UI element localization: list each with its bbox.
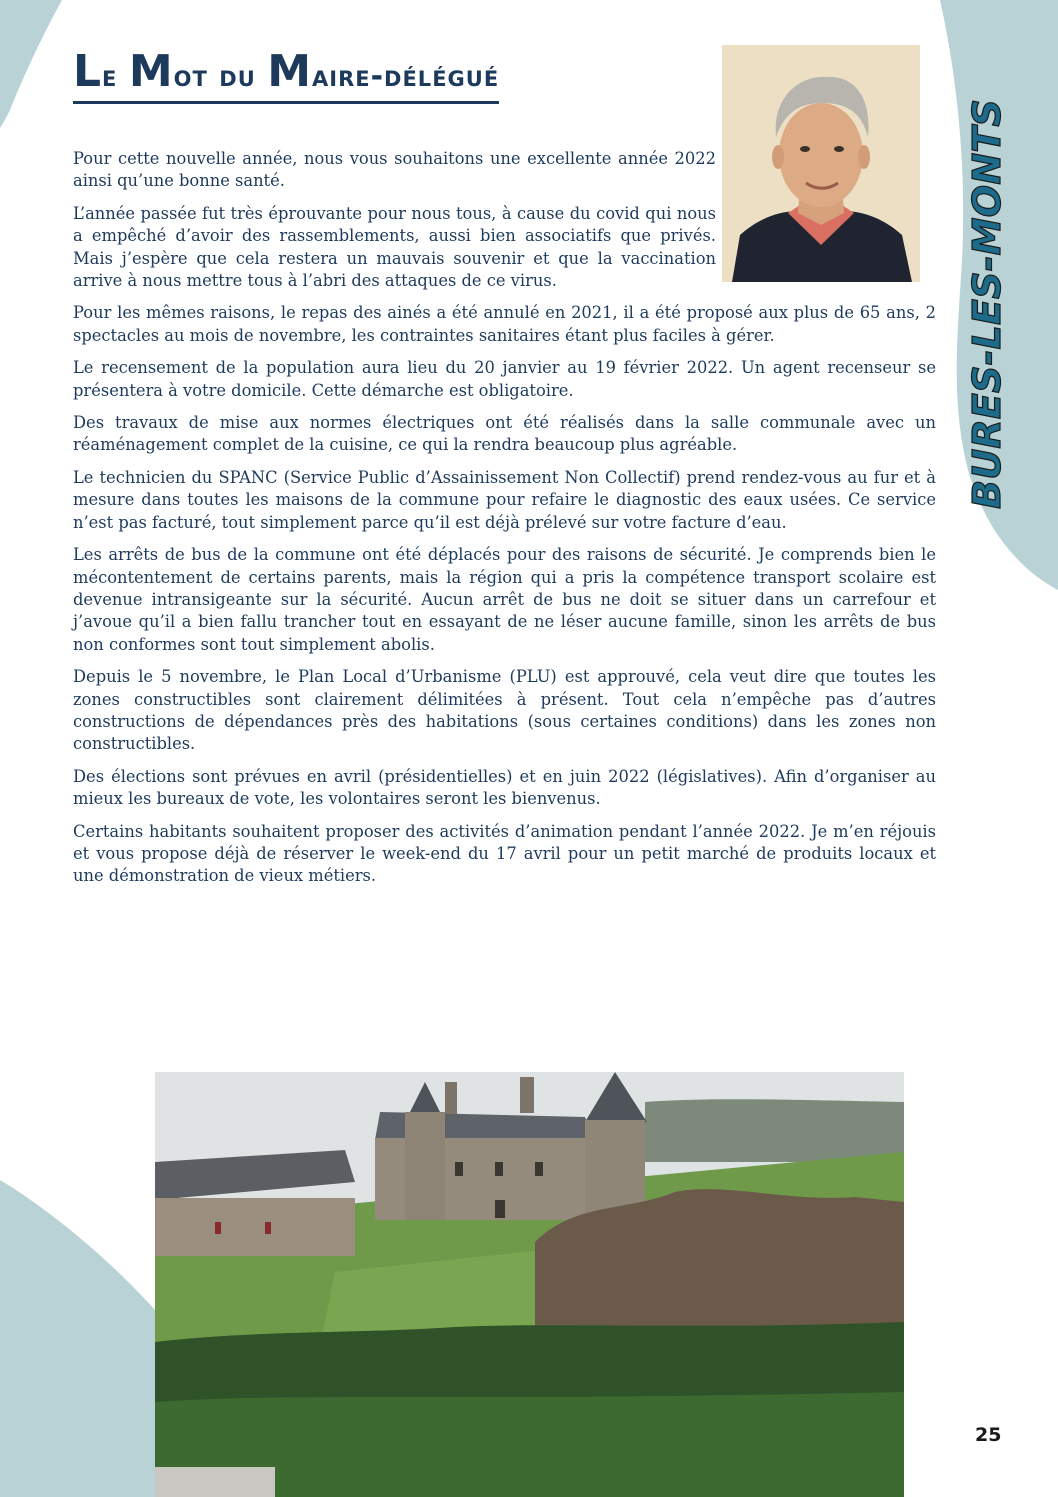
paragraph: Certains habitants souhaitent proposer des activités d’animation pendant l’année 2022. Je m’en réjouis et vous propose déjà de réserver le week-end du 17 avril pour un petit marché de produits locaux et une démonstration de vieux métiers.: [73, 821, 936, 886]
manor-photo: [155, 1072, 904, 1497]
paragraph: Des travaux de mise aux normes électriques ont été réalisés dans la salle communale avec un réaménagement complet de la cuisine, ce qui la rendra beaucoup plus agréable.: [73, 413, 936, 455]
side-label-text: BURES-LES-MONTS: [965, 102, 1009, 509]
paragraph: Des élections sont prévues en avril (présidentielles) et en juin 2022 (législatives). Afin d’organiser au mieux les bureaux de vote, les volontaires seront les bienvenus.: [73, 766, 936, 809]
page-number: 25: [975, 1424, 1002, 1446]
paragraph: L’année passée fut très éprouvante pour nous tous, à cause du covid qui nous a empêché d’avoir des rassemblements, aussi bien associatifs que privés. Mais j’espère que cela restera un mauvais souvenir et que la vaccination arrive à nous mettre tous à l’abri des attaques de ce virus.: [73, 203, 716, 291]
paragraph: Les arrêts de bus de la commune ont été déplacés pour des raisons de sécurité. Je comprends bien le mécontentement de certains parents, mais la région qui a pris la compétence transport scolaire est devenue intransigeante sur la sécurité. Aucun arrêt de bus ne doit se situer dans un carrefour et j’avoue qu’il a bien fallu trancher tout en essayant de ne léser aucune famille, sinon les arrêts de bus non conformes sont tout simplement abolis.: [73, 545, 936, 654]
paragraph: Depuis le 5 novembre, le Plan Local d’Urbanisme (PLU) est approuvé, cela veut dire que toutes les zones constructibles sont clairement délimitées à présent. Tout cela n’empêche pas d’autres constructions de dépendances près des habitations (sous certaines conditions) dans les zones non constructibles.: [73, 667, 936, 754]
paragraph: Le technicien du SPANC (Service Public d’Assainissement Non Collectif) prend rendez-vous au fur et à mesure dans toutes les maisons de la commune pour refaire le diagnostic des eaux usées. Ce service n’est pas facturé, tout simplement parce qu’il est déjà prélevé sur votre facture d’eau.: [73, 467, 936, 532]
page-title: Le Mot du Maire-délégué: [73, 50, 499, 104]
paragraph: Pour cette nouvelle année, nous vous souhaitons une excellente année 2022 ainsi qu’une bonne santé.: [73, 149, 716, 191]
commune-name-vertical: [958, 93, 1018, 513]
paragraph: Le recensement de la population aura lieu du 20 janvier au 19 février 2022. Un agent recenseur se présentera à votre domicile. Cette démarche est obligatoire.: [73, 358, 936, 400]
article-body: [73, 148, 936, 898]
paragraph: Pour les mêmes raisons, le repas des ainés a été annulé en 2021, il a été proposé aux plus de 65 ans, 2 spectacles au mois de novembre, les contraintes sanitaires étant plus faciles à gérer.: [73, 303, 936, 345]
